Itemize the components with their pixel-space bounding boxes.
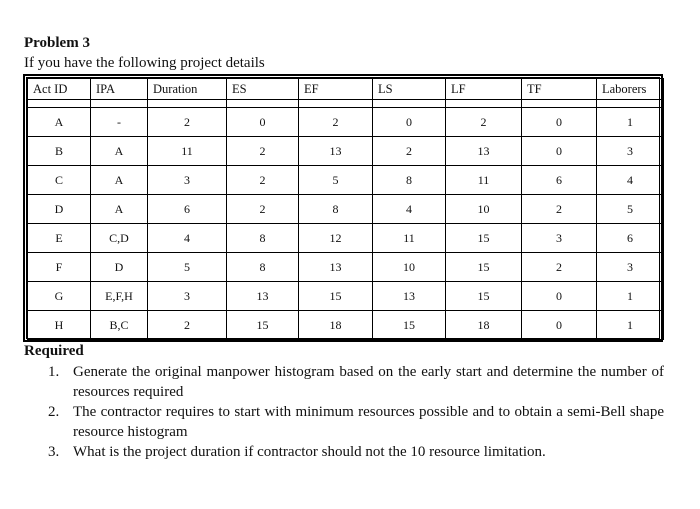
- cell-act-id: B: [28, 137, 91, 166]
- cell-tf: 3: [522, 224, 597, 253]
- cell-laborers: 6: [597, 224, 664, 253]
- cell-duration: 11: [148, 137, 227, 166]
- required-list: [48, 362, 664, 462]
- table-row: [28, 282, 664, 311]
- cell-ef: 2: [299, 108, 373, 137]
- table-spacer-row: [28, 100, 664, 108]
- header-cell-tf: TF: [522, 79, 597, 100]
- header-cell-act-id: Act ID: [28, 79, 91, 100]
- cell-ipa: A: [91, 195, 148, 224]
- cell-tf: 2: [522, 253, 597, 282]
- table-row: [28, 108, 664, 137]
- table-row: [28, 195, 664, 224]
- cell-ipa: A: [91, 166, 148, 195]
- required-item-number: 1.: [48, 364, 60, 380]
- cell-lf: 2: [446, 108, 522, 137]
- cell-ef: 5: [299, 166, 373, 195]
- cell-ef: 13: [299, 253, 373, 282]
- cell-act-id: D: [28, 195, 91, 224]
- activity-table: [27, 78, 664, 340]
- required-item: [48, 442, 664, 462]
- cell-laborers: 4: [597, 166, 664, 195]
- header-cell-lf: LF: [446, 79, 522, 100]
- cell-ls: 8: [373, 166, 446, 195]
- cell-ef: 15: [299, 282, 373, 311]
- cell-act-id: A: [28, 108, 91, 137]
- cell-laborers: 3: [597, 137, 664, 166]
- required-item: [48, 402, 664, 442]
- required-item-text: The contractor requires to start with minimum resources possible and to obtain a semi-Bell shape resource histogram: [73, 404, 664, 440]
- cell-laborers: 1: [597, 108, 664, 137]
- cell-lf: 15: [446, 253, 522, 282]
- header-cell-duration: Duration: [148, 79, 227, 100]
- cell-es: 2: [227, 195, 299, 224]
- cell-ls: 2: [373, 137, 446, 166]
- cell-laborers: 1: [597, 311, 664, 340]
- cell-tf: 0: [522, 108, 597, 137]
- required-item-text: Generate the original manpower histogram based on the early start and determine the number of resources required: [73, 364, 664, 400]
- cell-ef: 8: [299, 195, 373, 224]
- required-item-number: 2.: [48, 404, 60, 420]
- cell-es: 2: [227, 137, 299, 166]
- cell-ipa: B,C: [91, 311, 148, 340]
- cell-es: 8: [227, 224, 299, 253]
- cell-act-id: E: [28, 224, 91, 253]
- cell-tf: 0: [522, 137, 597, 166]
- cell-ls: 11: [373, 224, 446, 253]
- cell-laborers: 3: [597, 253, 664, 282]
- cell-es: 0: [227, 108, 299, 137]
- cell-tf: 6: [522, 166, 597, 195]
- table-row: [28, 137, 664, 166]
- required-item-number: 3.: [48, 444, 60, 460]
- project-details-table: [23, 74, 663, 342]
- header-cell-ipa: IPA: [91, 79, 148, 100]
- cell-ls: 4: [373, 195, 446, 224]
- problem-intro: If you have the following project details: [24, 55, 265, 71]
- cell-ls: 0: [373, 108, 446, 137]
- problem-title: Problem 3: [24, 35, 90, 51]
- cell-duration: 3: [148, 166, 227, 195]
- cell-act-id: G: [28, 282, 91, 311]
- table-row: [28, 224, 664, 253]
- cell-duration: 2: [148, 311, 227, 340]
- cell-es: 8: [227, 253, 299, 282]
- required-heading: Required: [24, 343, 84, 359]
- cell-tf: 2: [522, 195, 597, 224]
- cell-tf: 0: [522, 282, 597, 311]
- cell-ls: 13: [373, 282, 446, 311]
- cell-act-id: H: [28, 311, 91, 340]
- cell-tf: 0: [522, 311, 597, 340]
- cell-duration: 2: [148, 108, 227, 137]
- cell-ipa: C,D: [91, 224, 148, 253]
- cell-lf: 10: [446, 195, 522, 224]
- cell-duration: 4: [148, 224, 227, 253]
- cell-ipa: A: [91, 137, 148, 166]
- required-item-text: What is the project duration if contractor should not the 10 resource limitation.: [73, 444, 546, 460]
- cell-ipa: D: [91, 253, 148, 282]
- table-row: [28, 311, 664, 340]
- header-cell-ls: LS: [373, 79, 446, 100]
- cell-lf: 13: [446, 137, 522, 166]
- cell-ef: 12: [299, 224, 373, 253]
- cell-es: 2: [227, 166, 299, 195]
- table-row: [28, 253, 664, 282]
- cell-ipa: E,F,H: [91, 282, 148, 311]
- header-cell-es: ES: [227, 79, 299, 100]
- table-header-row: [28, 79, 664, 100]
- cell-duration: 5: [148, 253, 227, 282]
- cell-es: 15: [227, 311, 299, 340]
- cell-duration: 6: [148, 195, 227, 224]
- cell-es: 13: [227, 282, 299, 311]
- cell-lf: 18: [446, 311, 522, 340]
- cell-lf: 11: [446, 166, 522, 195]
- table-row: [28, 166, 664, 195]
- header-cell-ef: EF: [299, 79, 373, 100]
- cell-ef: 18: [299, 311, 373, 340]
- cell-ipa: -: [91, 108, 148, 137]
- cell-laborers: 1: [597, 282, 664, 311]
- header-cell-laborers: Laborers: [597, 79, 664, 100]
- cell-act-id: F: [28, 253, 91, 282]
- cell-laborers: 5: [597, 195, 664, 224]
- cell-lf: 15: [446, 224, 522, 253]
- cell-ls: 15: [373, 311, 446, 340]
- cell-duration: 3: [148, 282, 227, 311]
- cell-act-id: C: [28, 166, 91, 195]
- cell-ls: 10: [373, 253, 446, 282]
- required-item: [48, 362, 664, 402]
- cell-lf: 15: [446, 282, 522, 311]
- cell-ef: 13: [299, 137, 373, 166]
